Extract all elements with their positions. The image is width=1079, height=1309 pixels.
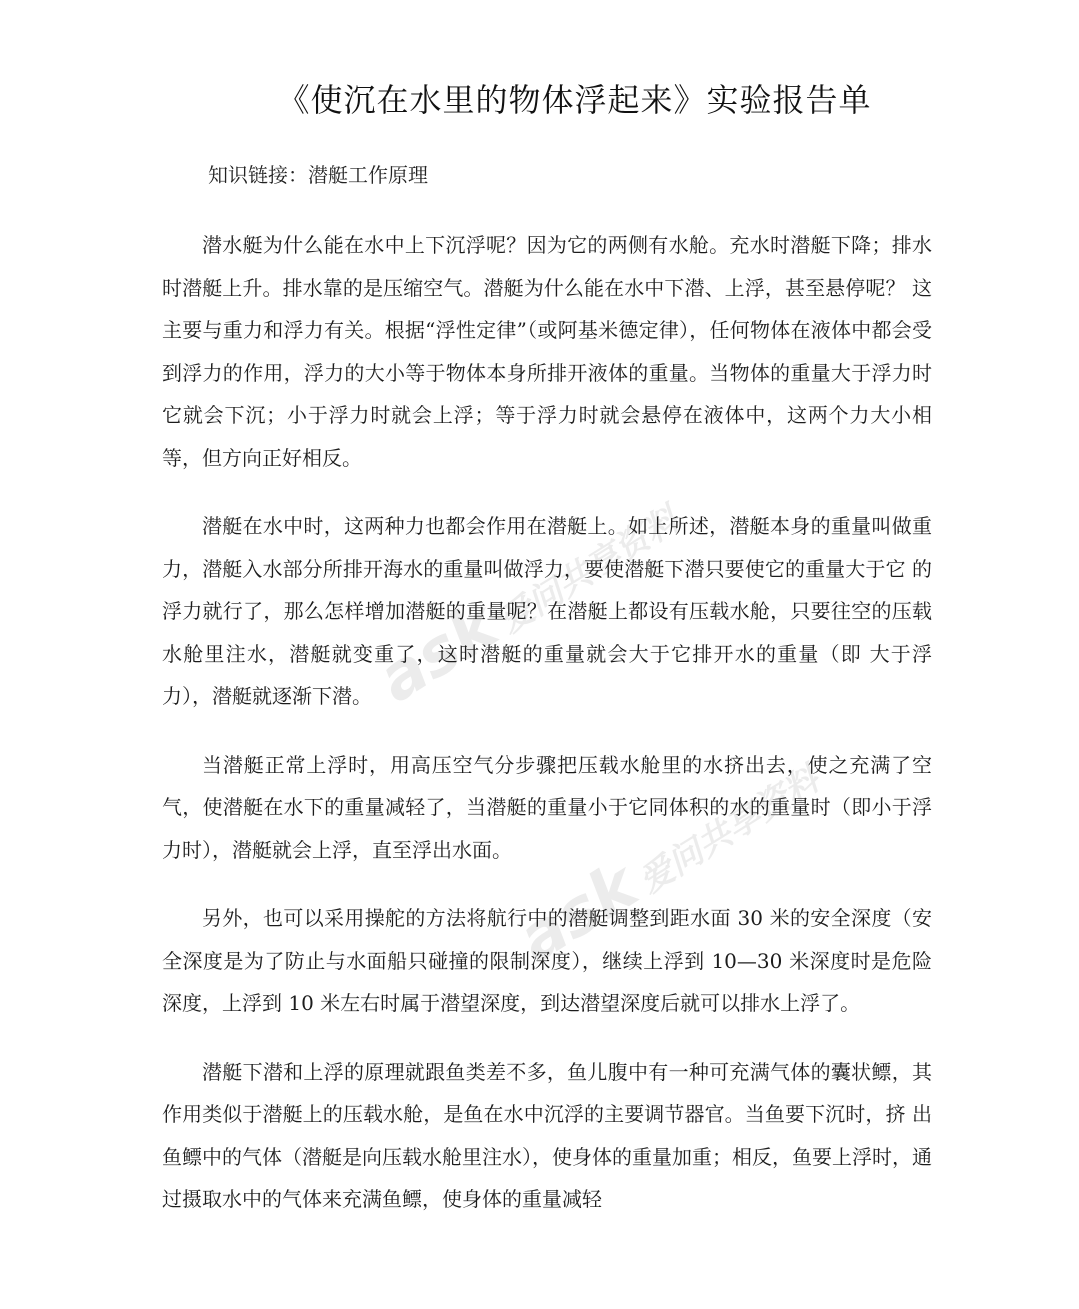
paragraph: 潜艇下潜和上浮的原理就跟鱼类差不多，鱼儿腹中有一种可充满气体的囊状鳔，其作用类似于潜艇上的压载水舱，是鱼在水中沉浮的主要调节器官。当鱼要下沉时，挤 出鱼鳔中的气体（潜艇是向压载水舱里注水），使身体的重量加重；相反，鱼要上浮时，通过摄取水中的气体来充满鱼鳔，使身体的重量减轻: [162, 1059, 932, 1211]
document-body: [162, 224, 932, 1247]
watermark-text: 爱问共享资料: [632, 759, 827, 902]
paragraph: 潜艇在水中时，这两种力也都会作用在潜艇上。如上所述，潜艇本身的重量叫做重力，潜艇入水部分所排开海水的重量叫做浮力，要使潜艇下潜只要使它的重量大于它 的浮力就行了，那么怎样增加潜艇的重量呢？在潜艇上都设有压载水舱，只要往空的压载水舱里注水，潜艇就变重了，这时潜艇的重量就会大于它排开水的重量（即 大于浮力），潜艇就逐渐下潜。: [162, 514, 932, 708]
watermark-brand: ask: [505, 848, 651, 978]
watermark-brand: ask: [365, 588, 511, 718]
knowledge-link: 知识链接：潜艇工作原理: [208, 163, 428, 187]
watermark-text: 爱问共享资料: [492, 499, 687, 642]
paragraph: 潜水艇为什么能在水中上下沉浮呢？因为它的两侧有水舱。充水时潜艇下降；排水时潜艇上升。排水靠的是压缩空气。潜艇为什么能在水中下潜、上浮，甚至悬停呢？ 这主要与重力和浮力有关。根据“浮性定律”（或阿基米德定律），任何物体在液体中都会受到浮力的作用，浮力的大小等于物体本身所排开液体的重量。当物体的重量大于浮力时它就会下沉；小于浮力时就会上浮；等于浮力时就会悬停在液体中，这两个力大小相等，但方向正好相反。: [162, 233, 932, 470]
document-title: 《使沉在水里的物体浮起来》实验报告单: [277, 81, 872, 119]
paragraph: 另外，也可以采用操舵的方法将航行中的潜艇调整到距水面 30 米的安全深度（安全深度是为了防止与水面船只碰撞的限制深度），继续上浮到 10—30 米深度时是危险深度，上浮到 10 米左右时属于潜望深度，到达潜望深度后就可以排水上浮了。: [162, 906, 932, 1015]
paragraph: 当潜艇正常上浮时，用高压空气分步骤把压载水舱里的水挤出去，使之充满了空气，使潜艇在水下的重量减轻了，当潜艇的重量小于它同体积的水的重量时（即小于浮力时），潜艇就会上浮，直至浮出水面。: [162, 752, 932, 862]
